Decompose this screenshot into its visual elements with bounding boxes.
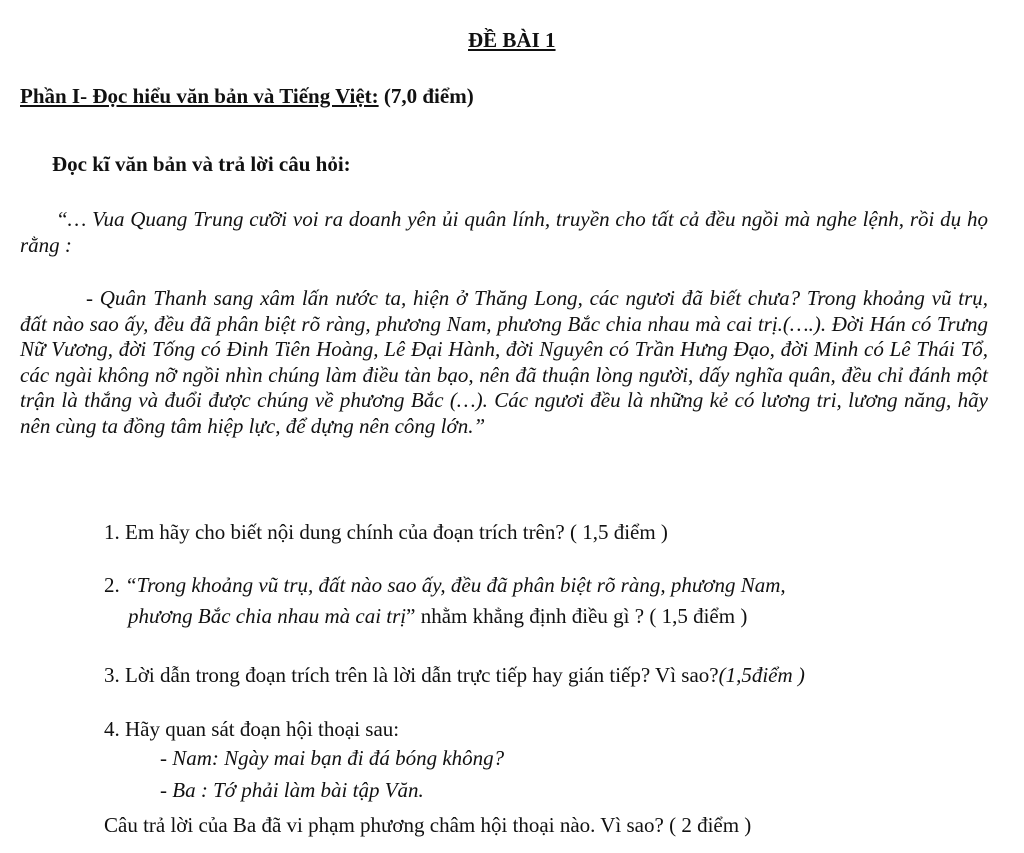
question-2-rest: ” nhằm khẳng định điều gì ? ( 1,5 điểm ) [406,604,748,628]
section-label: Phần I- Đọc hiểu văn bản và Tiếng Việt: [20,84,379,108]
section-score: (7,0 điểm) [383,84,474,108]
dialog-line-nam: - Nam: Ngày mai bạn đi đá bóng không? [160,746,505,770]
passage-paragraph-1: “… Vua Quang Trung cưỡi voi ra doanh yên ủi quân lính, truyền cho tất cả đều ngồi mà nghe lệnh, rồi dụ họ rằng : [20,207,988,257]
question-4-followup: Câu trả lời của Ba đã vi phạm phương châm hội thoại nào. Vì sao? ( 2 điểm ) [104,813,752,837]
dialog-line-ba: - Ba : Tớ phải làm bài tập Văn. [160,778,424,802]
question-1: 1. Em hãy cho biết nội dung chính của đoạn trích trên? ( 1,5 điểm ) [104,520,668,544]
question-2-line-1 [104,572,786,599]
section-heading [20,84,474,109]
instruction: Đọc kĩ văn bản và trả lời câu hỏi: [52,152,351,176]
passage-paragraph-2: - Quân Thanh sang xâm lấn nước ta, hiện ở Thăng Long, các ngươi đã biết chưa? Trong khoảng vũ trụ, đất nào sao ấy, đều đã phân biệt rõ ràng, phương Nam, phương Bắc chia nhau mà cai trị.(….). Đời Hán có Trưng Nữ Vương, đời Tống có Đinh Tiên Hoàng, Lê Đại Hành, đời Nguyên có Trần Hưng Đạo, đời Minh có Lê Thái Tổ, các ngài không nỡ ngồi nhìn chúng làm điều tàn bạo, nên đã thuận lòng người, dấy nghĩa quân, đều chỉ đánh một trận là thắng và đuổi được chúng về phương Bắc (…). Các ngươi đều là những kẻ có lương tri, lương năng, hãy nên cùng ta đồng tâm hiệp lực, để dựng nên công lớn.” [20,286,988,438]
question-2-number: 2. [104,573,125,597]
question-3 [104,662,805,689]
question-2-quote-part-a: “Trong khoảng vũ trụ, đất nào sao ấy, đều đã phân biệt rõ ràng, phương Nam, [125,573,786,597]
question-2-quote-part-b: phương Bắc chia nhau mà cai trị [128,604,407,628]
question-4: 4. Hãy quan sát đoạn hội thoại sau: [104,717,400,741]
question-3-score: (1,5điểm ) [718,663,805,687]
question-3-text: 3. Lời dẫn trong đoạn trích trên là lời dẫn trực tiếp hay gián tiếp? Vì sao? [104,663,719,687]
question-2-line-2 [128,603,747,630]
exam-title: ĐỀ BÀI 1 [468,28,556,52]
